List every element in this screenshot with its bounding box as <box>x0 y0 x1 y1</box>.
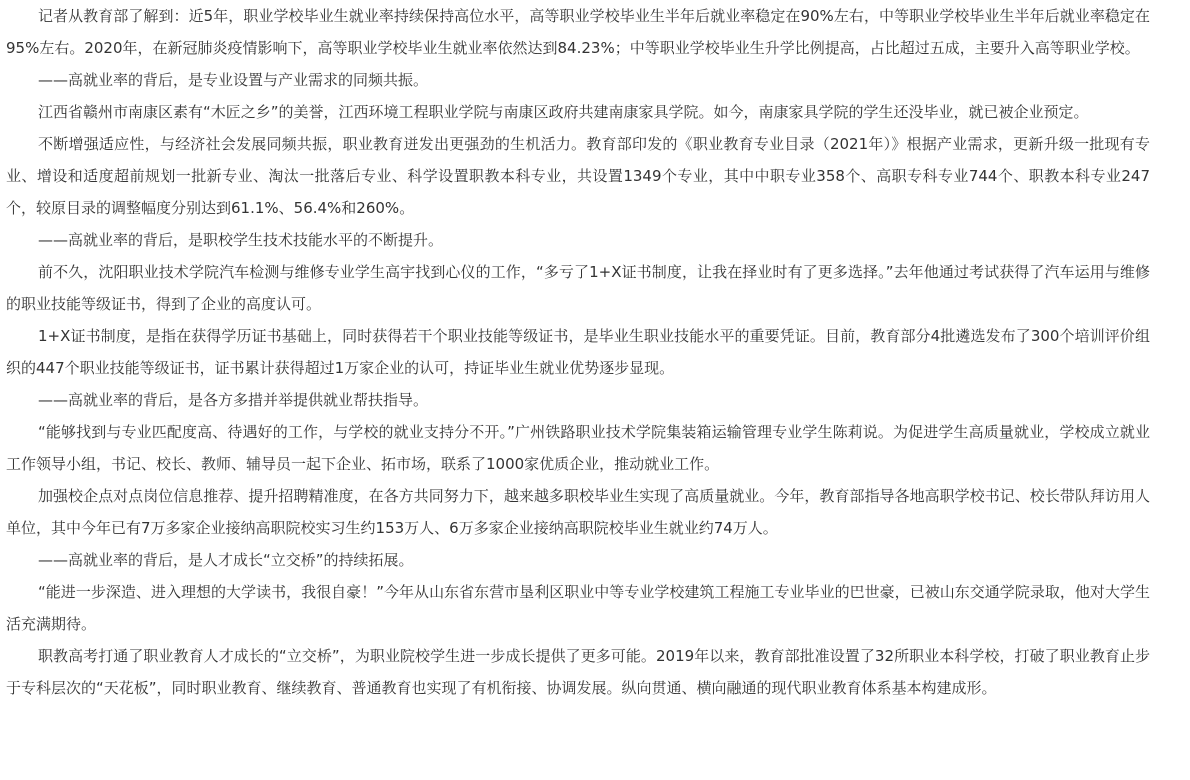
section-heading-industry: ——高就业率的背后，是专业设置与产业需求的同频共振。 <box>38 71 429 89</box>
paragraph-certificate: 1+X证书制度，是指在获得学历证书基础上，同时获得若干个职业技能等级证书，是毕业生职业技能水平的重要凭证。目前，教育部分4批遴选发布了300个培训评价组织的447个职业技能等级证书，证书累计获得超过1万家企业的认可，持证毕业生就业优势逐步显现。 <box>6 327 1150 377</box>
paragraph-catalog: 不断增强适应性，与经济社会发展同频共振，职业教育迸发出更强劲的生机活力。教育部印发的《职业教育专业目录（2021年）》根据产业需求，更新升级一批现有专业、增设和适度超前规划一批新专业、淘汰一批落后专业、科学设置职教本科专业，共设置1349个专业，其中中职专业358个、高职专科专业744个、职教本科专业247个，较原目录的调整幅度分别达到61.1%、56.4%和260%。 <box>6 135 1150 217</box>
section-heading-guidance: ——高就业率的背后，是各方多措并举提供就业帮扶指导。 <box>38 391 429 409</box>
paragraph-employment-rate: 记者从教育部了解到：近5年，职业学校毕业生就业率持续保持高位水平，高等职业学校毕业生半年后就业率稳定在90%左右，中等职业学校毕业生半年后就业率稳定在95%左右。2020年，在新冠肺炎疫情影响下，高等职业学校毕业生就业率依然达到84.23%；中等职业学校毕业生升学比例提高，占比超过五成，主要升入高等职业学校。 <box>6 7 1150 57</box>
paragraph-shandong: “能进一步深造、进入理想的大学读书，我很自豪！”今年从山东省东营市垦利区职业中等专业学校建筑工程施工专业毕业的巴世豪，已被山东交通学院录取，他对大学生活充满期待。 <box>6 583 1150 633</box>
paragraph-enterprise: 加强校企点对点岗位信息推荐、提升招聘精准度，在各方共同努力下，越来越多职校毕业生实现了高质量就业。今年，教育部指导各地高职学校书记、校长带队拜访用人单位，其中今年已有7万多家企业接纳高职院校实习生约153万人、6万多家企业接纳高职院校毕业生就业约74万人。 <box>6 487 1150 537</box>
paragraph-shenyang: 前不久，沈阳职业技术学院汽车检测与维修专业学生高宇找到心仪的工作，“多亏了1+X证书制度，让我在择业时有了更多选择。”去年他通过考试获得了汽车运用与维修的职业技能等级证书，得到了企业的高度认可。 <box>6 263 1150 313</box>
paragraph-vocational-exam: 职教高考打通了职业教育人才成长的“立交桥”，为职业院校学生进一步成长提供了更多可能。2019年以来，教育部批准设置了32所职业本科学校，打破了职业教育止步于专科层次的“天花板”，同时职业教育、继续教育、普通教育也实现了有机衔接、协调发展。纵向贯通、横向融通的现代职业教育体系基本构建成形。 <box>6 647 1150 697</box>
paragraph-guangzhou: “能够找到与专业匹配度高、待遇好的工作，与学校的就业支持分不开。”广州铁路职业技术学院集装箱运输管理专业学生陈莉说。为促进学生高质量就业，学校成立就业工作领导小组，书记、校长、教师、辅导员一起下企业、拓市场，联系了1000家优质企业，推动就业工作。 <box>6 423 1150 473</box>
paragraph-nankang: 江西省赣州市南康区素有“木匠之乡”的美誉，江西环境工程职业学院与南康区政府共建南康家具学院。如今，南康家具学院的学生还没毕业，就已被企业预定。 <box>38 103 1089 121</box>
section-heading-skills: ——高就业率的背后，是职校学生技术技能水平的不断提升。 <box>38 231 444 249</box>
section-heading-bridge: ——高就业率的背后，是人才成长“立交桥”的持续拓展。 <box>38 551 414 569</box>
